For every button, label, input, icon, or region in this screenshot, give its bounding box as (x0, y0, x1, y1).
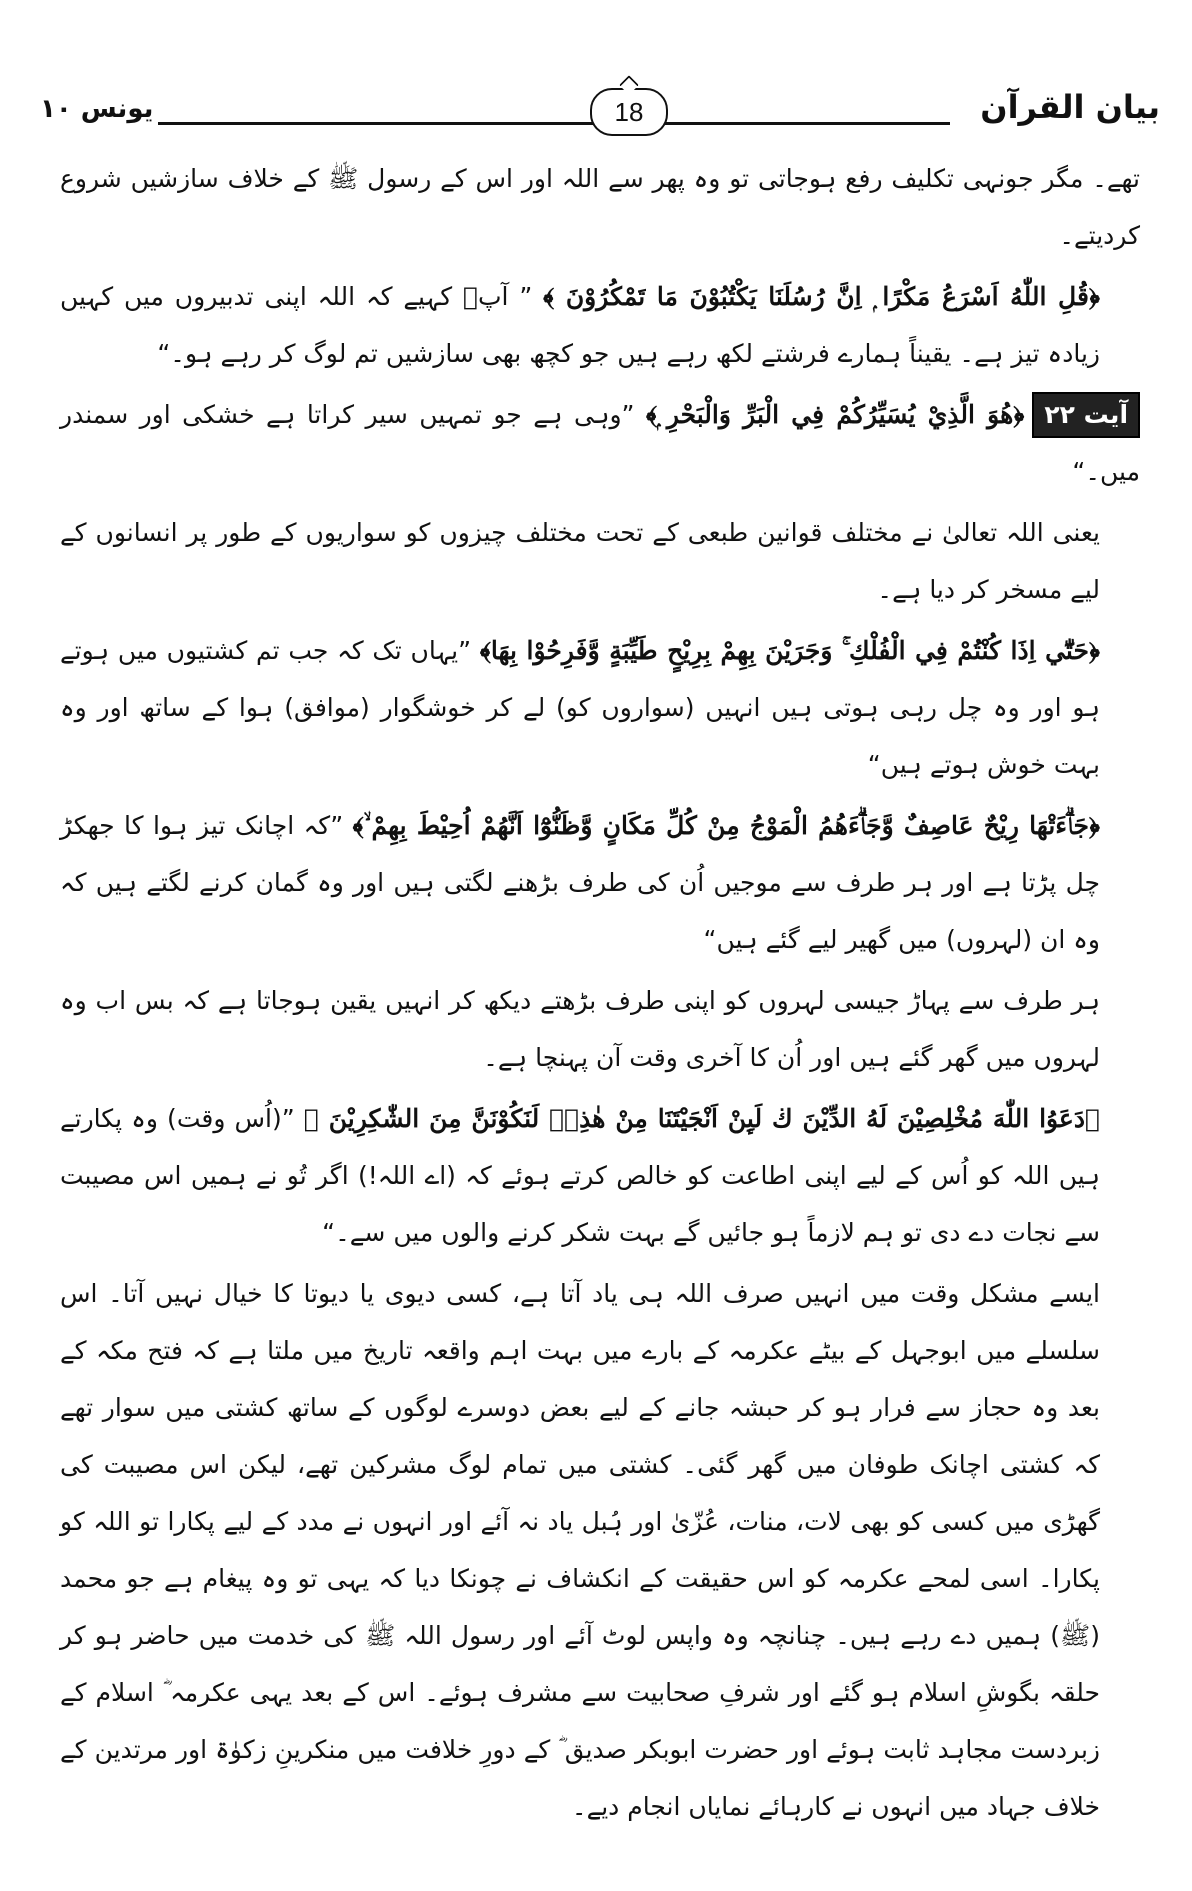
paragraph: ایسے مشکل وقت میں انہیں صرف اللہ ہی یاد آتا ہے، کسی دیوی یا دیوتا کا خیال نہیں آتا۔ اس سلسلے میں ابوجہل کے بیٹے عکرمہ کے بارے میں بہت اہم واقعہ تاریخ میں ملتا ہے کہ فتح مکہ کے بعد وہ حجاز سے فرار ہو کر حبشہ جانے کے لیے بعض دوسرے لوگوں کے ساتھ کشتی میں سوار تھے کہ کشتی اچانک طوفان میں گھر گئی۔ کشتی میں تمام لوگ مشرکین تھے، لیکن اس مصیبت کی گھڑی میں کسی کو بھی لات، منات، عُزّیٰ اور ہُبل یاد نہ آئے اور انہوں نے مدد کے لیے پکارا تو اللہ کو پکارا۔ اسی لمحے عکرمہ کو اس حقیقت کے انکشاف نے چونکا دیا کہ یہی تو وہ پیغام ہے جو محمد (ﷺ) ہمیں دے رہے ہیں۔ چنانچہ وہ واپس لوٹ آئے اور رسول اللہ ﷺ کی خدمت میں حاضر ہو کر حلقہ بگوشِ اسلام ہو گئے اور شرفِ صحابیت سے مشرف ہوئے۔ اس کے بعد یہی عکرمہ ؓ اسلام کے زبردست مجاہد ثابت ہوئے اور حضرت ابوبکر صدیق ؓ کے دورِ خلافت میں منکرینِ زکوٰۃ اور مرتدین کے خلاف جہاد میں انہوں نے کارہائے نمایاں انجام دیے۔ (60, 1279, 1100, 1821)
quran-verse: ﴿قُلِ اللّٰهُ اَسْرَعُ مَكْرًا ۭ اِنَّ رُسُلَنَا يَكْتُبُوْنَ مَا تَمْكُرُوْنَ ﴾ (543, 282, 1100, 311)
paragraph: آیت ۲۲﴿هُوَ الَّذِيْ يُسَيِّرُكُمْ فِي الْبَرِّ وَالْبَحْرِ ۭ﴾ ”وہی ہے جو تمہیں سیر کراتا ہے خشکی اور سمندر میں۔“ (60, 386, 1140, 500)
book-title: بیان القرآن (980, 88, 1160, 126)
page-header (40, 88, 1160, 138)
page-number: 18 (590, 88, 668, 136)
paragraph: ﴿جَاۗءَتْهَا رِيْحٌ عَاصِفٌ وَّجَاۗءَهُمُ الْمَوْجُ مِنْ كُلِّ مَكَانٍ وَّظَنُّوْٓا اَنَّهُمْ اُحِيْطَ بِهِمْ ۙ﴾ ”کہ اچانک تیز ہوا کا جھکڑ چل پڑتا ہے اور ہر طرف سے موجیں اُن کی طرف بڑھنے لگتی ہیں اور وہ گمان کرنے لگتے ہیں کہ وہ ان (لہروں) میں گھیر لیے گئے ہیں“ (60, 811, 1100, 954)
paragraph: تھے۔ مگر جونہی تکلیف رفع ہوجاتی تو وہ پھر سے اللہ اور اس کے رسول ﷺ کے خلاف سازشیں شروع کردیتے۔ (60, 164, 1140, 250)
surah-name: یونس ۱۰ (40, 94, 154, 124)
quran-verse: ﴿حَتّٰٓي اِذَا كُنْتُمْ فِي الْفُلْكِ ۚ وَجَرَيْنَ بِهِمْ بِرِيْحٍ طَيِّبَةٍ وَّفَرِحُوْا بِهَا﴾ (479, 636, 1100, 665)
quran-verse: ﴿هُوَ الَّذِيْ يُسَيِّرُكُمْ فِي الْبَرِّ وَالْبَحْرِ ۭ﴾ (645, 400, 1025, 429)
header-rule-left (158, 122, 578, 125)
paragraph: یعنی اللہ تعالیٰ نے مختلف قوانین طبعی کے تحت مختلف چیزوں کو سواریوں کے طور پر انسانوں کے لیے مسخر کر دیا ہے۔ (60, 518, 1100, 604)
page-body (60, 150, 1140, 1839)
paragraph: ﴿قُلِ اللّٰهُ اَسْرَعُ مَكْرًا ۭ اِنَّ رُسُلَنَا يَكْتُبُوْنَ مَا تَمْكُرُوْنَ ﴾ ” آپؐ کہیے کہ اللہ اپنی تدبیروں میں کہیں زیادہ تیز ہے۔ یقیناً ہمارے فرشتے لکھ رہے ہیں جو کچھ بھی سازشیں تم لوگ کر رہے ہو۔“ (60, 282, 1100, 368)
paragraph: ہر طرف سے پہاڑ جیسی لہروں کو اپنی طرف بڑھتے دیکھ کر انہیں یقین ہوجاتا ہے کہ بس اب وہ لہروں میں گھر گئے ہیں اور اُن کا آخری وقت آن پہنچا ہے۔ (60, 986, 1100, 1072)
paragraph: ﴿دَعَوُا اللّٰهَ مُخْلِصِيْنَ لَهُ الدِّيْنَ ڬ لَىِٕنْ اَنْجَيْتَنَا مِنْ هٰذِهٖ لَنَكُوْنَنَّ مِنَ الشّٰكِرِيْنَ ﴾ ”(اُس وقت) وہ پکارتے ہیں اللہ کو اُس کے لیے اپنی اطاعت کو خالص کرتے ہوئے کہ (اے اللہ!) اگر تُو نے ہمیں اس مصیبت سے نجات دے دی تو ہم لازماً ہو جائیں گے بہت شکر کرنے والوں میں سے۔“ (60, 1104, 1100, 1247)
quran-verse: ﴿جَاۗءَتْهَا رِيْحٌ عَاصِفٌ وَّجَاۗءَهُمُ الْمَوْجُ مِنْ كُلِّ مَكَانٍ وَّظَنُّوْٓا اَنَّهُمْ اُحِيْطَ بِهِمْ ۙ﴾ (352, 811, 1100, 840)
quran-verse: ﴿دَعَوُا اللّٰهَ مُخْلِصِيْنَ لَهُ الدِّيْنَ ڬ لَىِٕنْ اَنْجَيْتَنَا مِنْ هٰذِهٖ لَنَكُوْنَنَّ مِنَ الشّٰكِرِيْنَ ﴾ (303, 1104, 1100, 1133)
ayah-badge: آیت ۲۲ (1032, 392, 1140, 438)
paragraph: ﴿حَتّٰٓي اِذَا كُنْتُمْ فِي الْفُلْكِ ۚ وَجَرَيْنَ بِهِمْ بِرِيْحٍ طَيِّبَةٍ وَّفَرِحُوْا بِهَا﴾ ”یہاں تک کہ جب تم کشتیوں میں ہوتے ہو اور وہ چل رہی ہوتی ہیں انہیں (سواروں کو) لے کر خوشگوار (موافق) ہوا کے ساتھ اور وہ بہت خوش ہوتے ہیں“ (60, 636, 1100, 779)
